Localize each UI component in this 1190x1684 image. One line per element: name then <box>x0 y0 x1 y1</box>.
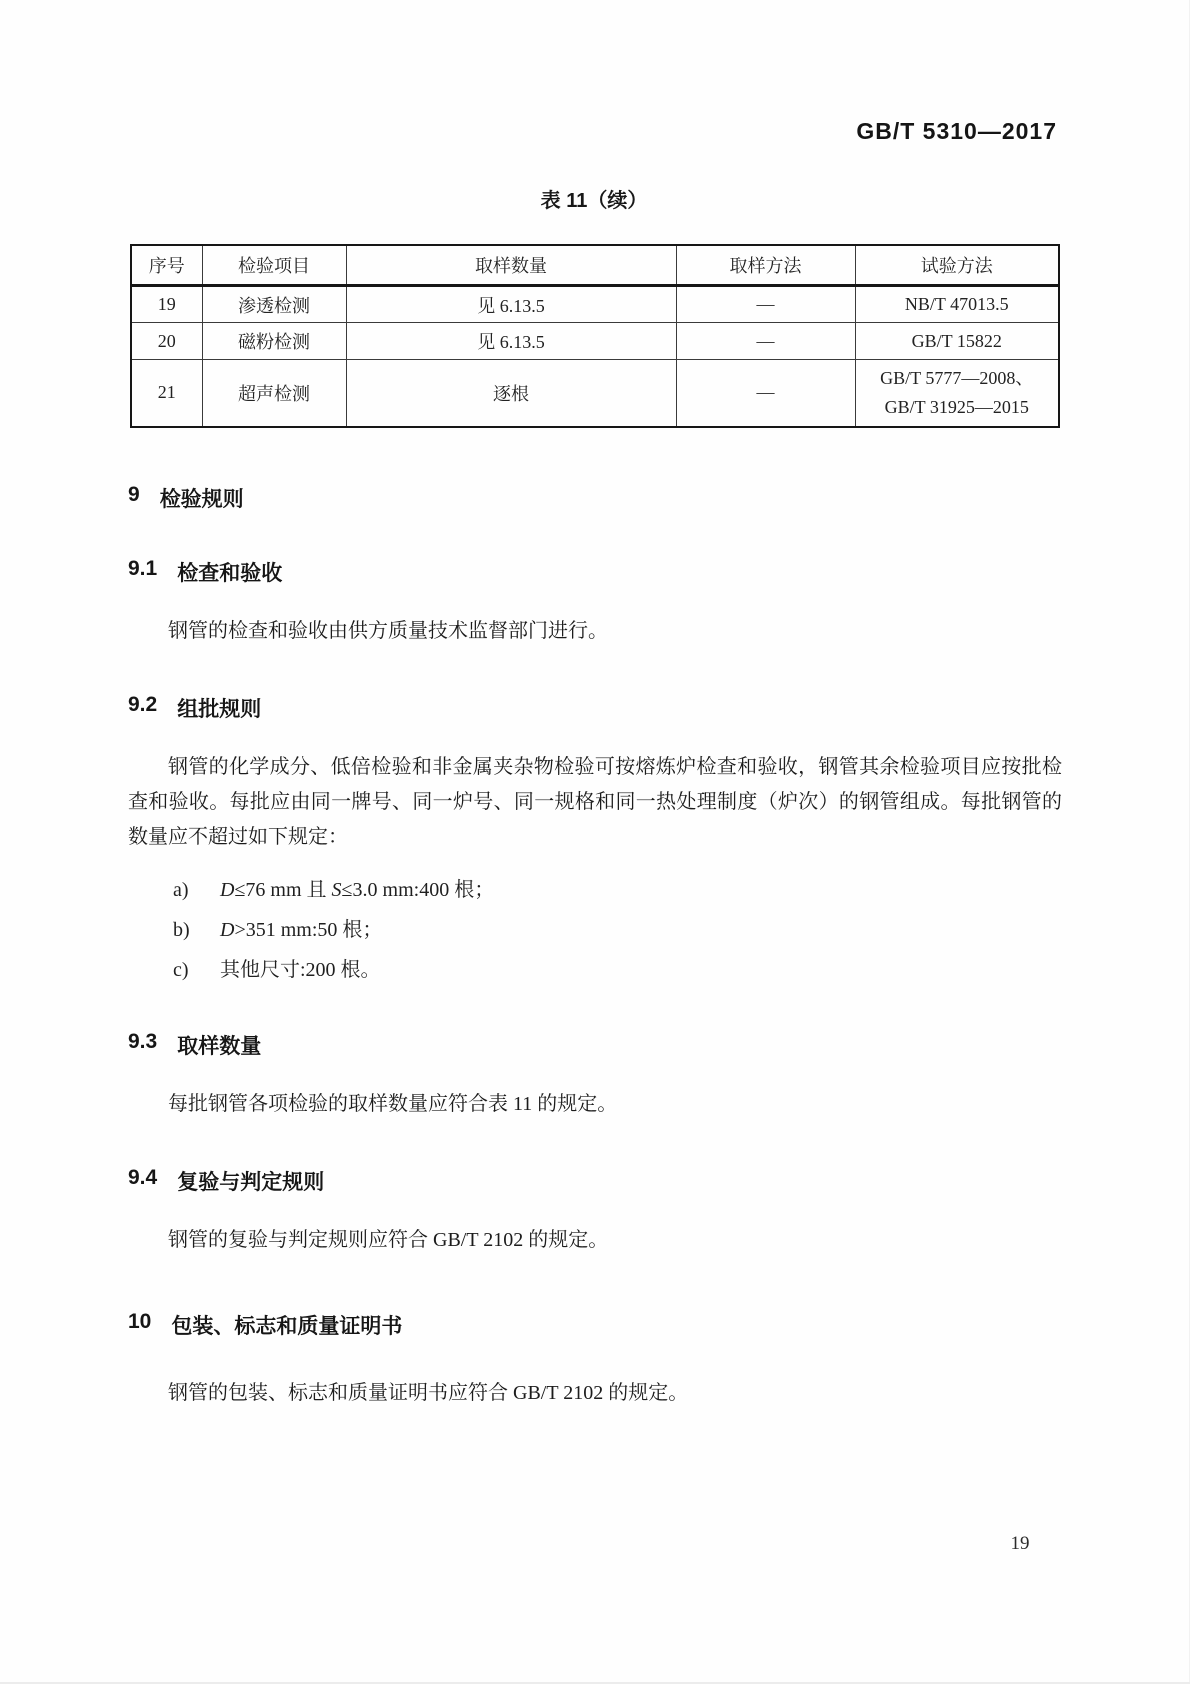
clause-heading-9-2 <box>128 693 1062 723</box>
cell-test: GB/T 15822 <box>855 323 1059 360</box>
clause-heading-9 <box>128 483 1062 513</box>
sampling-table <box>130 244 1058 428</box>
cell-no: 20 <box>131 323 202 360</box>
cell-test: NB/T 47013.5 <box>855 286 1059 323</box>
clause-heading-9-1 <box>128 557 1062 587</box>
cell-test <box>855 360 1059 427</box>
column-header-no: 序号 <box>131 245 202 286</box>
clause-title: 组批规则 <box>177 698 262 721</box>
list-item-text: D>351 mm:50 根； <box>220 919 383 941</box>
paragraph-9-1: 钢管的检查和验收由供方质量技术监督部门进行。 <box>168 620 608 642</box>
clause-number: 9.3 <box>128 1030 158 1053</box>
column-header-test: 试验方法 <box>855 245 1059 286</box>
paragraph-9-2: 钢管的化学成分、低倍检验和非金属夹杂物检验可按熔炼炉检查和验收，钢管其余检验项目应按批检查和验收。每批应由同一牌号、同一炉号、同一规格和同一热处理制度（炉次）的钢管组成。每批钢管的数量应不超过如下规定： <box>128 756 1062 848</box>
list-item-a <box>173 875 1062 906</box>
clause-heading-9-3 <box>128 1030 1062 1060</box>
document-body <box>128 423 1062 1431</box>
cell-method: — <box>676 360 855 427</box>
cell-test-line: GB/T 31925—2015 <box>884 396 1029 417</box>
paragraph-9-4: 钢管的复验与判定规则应符合 GB/T 2102 的规定。 <box>168 1229 609 1251</box>
cell-item: 磁粉检测 <box>202 323 346 360</box>
table-row <box>131 323 1059 360</box>
clause-title: 检验规则 <box>159 488 244 511</box>
list-item-label: b) <box>173 919 190 941</box>
paragraph-10: 钢管的包装、标志和质量证明书应符合 GB/T 2102 的规定。 <box>168 1382 689 1404</box>
column-header-item: 检验项目 <box>202 245 346 286</box>
cell-item: 超声检测 <box>202 360 346 427</box>
column-header-method: 取样方法 <box>676 245 855 286</box>
cell-quantity: 见 6.13.5 <box>346 323 676 360</box>
list-item-text: D≤76 mm 且 S≤3.0 mm:400 根； <box>220 879 495 901</box>
clause-heading-10 <box>128 1310 1062 1340</box>
list-item-label: c) <box>173 959 189 981</box>
table-row <box>131 360 1059 427</box>
table-title: 表 11（续） <box>540 190 648 212</box>
clause-number: 9 <box>128 483 140 506</box>
column-header-quantity: 取样数量 <box>346 245 676 286</box>
clause-title: 包装、标志和质量证明书 <box>171 1315 403 1338</box>
clause-heading-9-4 <box>128 1166 1062 1196</box>
clause-number: 9.1 <box>128 557 158 580</box>
batch-size-list <box>128 875 1062 986</box>
cell-no: 21 <box>131 360 202 427</box>
list-item-text: 其他尺寸:200 根。 <box>220 959 381 981</box>
clause-title: 取样数量 <box>177 1035 262 1058</box>
cell-method: — <box>676 286 855 323</box>
clause-title: 检查和验收 <box>177 562 283 585</box>
paragraph-9-3: 每批钢管各项检验的取样数量应符合表 11 的规定。 <box>168 1093 618 1115</box>
clause-number: 9.2 <box>128 693 158 716</box>
clause-number: 9.4 <box>128 1166 158 1189</box>
page-number: 19 <box>1010 1533 1030 1554</box>
list-item-label: a) <box>173 879 189 901</box>
cell-test-line: GB/T 5777—2008、 <box>880 367 1034 388</box>
cell-method: — <box>676 323 855 360</box>
cell-item: 渗透检测 <box>202 286 346 323</box>
list-item-c <box>173 955 1062 986</box>
table-header-row <box>131 245 1059 286</box>
cell-quantity: 见 6.13.5 <box>346 286 676 323</box>
list-item-b <box>173 915 1062 946</box>
clause-title: 复验与判定规则 <box>177 1171 325 1194</box>
cell-quantity: 逐根 <box>346 360 676 427</box>
standard-code-header: GB/T 5310—2017 <box>856 118 1057 144</box>
cell-no: 19 <box>131 286 202 323</box>
clause-number: 10 <box>128 1310 152 1333</box>
table-row <box>131 286 1059 323</box>
